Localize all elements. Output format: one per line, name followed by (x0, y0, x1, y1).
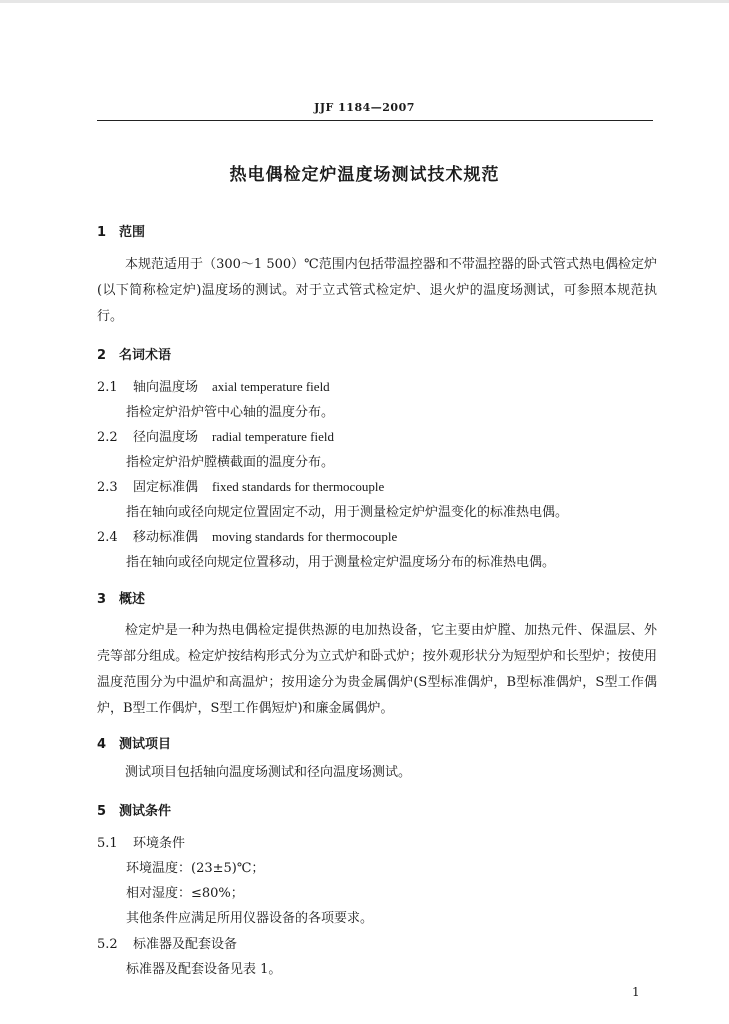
scan-top-edge (0, 0, 729, 3)
term-number: 2.3 (97, 480, 118, 495)
term-chinese: 移动标准偶 (133, 530, 199, 545)
section-number: 4 (97, 737, 107, 752)
equipment-line: 标准器及配套设备见表 1。 (126, 962, 282, 977)
section-title: 测试项目 (119, 737, 172, 752)
section-number: 5 (97, 804, 107, 819)
term-definition-2-2: 指检定炉沿炉膛横截面的温度分布。 (126, 455, 335, 470)
term-english: radial temperature field (212, 429, 335, 444)
section-title: 范围 (119, 225, 146, 240)
term-definition-2-4: 指在轴向或径向规定位置移动，用于测量检定炉温度场分布的标准热电偶。 (126, 555, 556, 570)
subsection-title: 标准器及配套设备 (133, 937, 238, 952)
term-item-2-2 (97, 426, 334, 445)
term-number: 2.2 (97, 430, 118, 445)
section-title: 概述 (119, 592, 146, 607)
page-number: 1 (632, 985, 640, 999)
subsection-title: 环境条件 (133, 836, 186, 851)
term-chinese: 轴向温度场 (133, 380, 199, 395)
section-3-heading (97, 588, 145, 607)
term-chinese: 径向温度场 (133, 430, 199, 445)
section-2-heading (97, 344, 171, 363)
section-title: 测试条件 (119, 804, 172, 819)
subsection-5-2 (97, 933, 237, 952)
condition-line: 环境温度：(23±5)℃； (126, 861, 265, 876)
document-title: 热电偶检定炉温度场测试技术规范 (229, 165, 500, 185)
section-4-heading (97, 733, 171, 752)
header-rule (97, 120, 653, 121)
term-item-2-1 (97, 376, 330, 395)
term-chinese: 固定标准偶 (133, 480, 199, 495)
section-5-heading (97, 800, 171, 819)
term-english: fixed standards for thermocouple (212, 479, 385, 494)
subsection-5-1 (97, 832, 185, 851)
section-number: 1 (97, 225, 107, 240)
standard-code-header: JJF 1184—2007 (314, 101, 415, 114)
term-number: 2.1 (97, 380, 118, 395)
section-number: 2 (97, 348, 107, 363)
condition-line: 相对湿度：≤80%； (126, 886, 244, 901)
term-definition-2-1: 指检定炉沿炉管中心轴的温度分布。 (126, 405, 335, 420)
section-number: 3 (97, 592, 107, 607)
term-definition-2-3: 指在轴向或径向规定位置固定不动，用于测量检定炉炉温变化的标准热电偶。 (126, 505, 569, 520)
subsection-number: 5.2 (97, 937, 118, 952)
condition-line: 其他条件应满足所用仪器设备的各项要求。 (126, 911, 374, 926)
term-english: moving standards for thermocouple (212, 529, 398, 544)
term-item-2-3 (97, 476, 384, 495)
term-english: axial temperature field (212, 379, 330, 394)
term-item-2-4 (97, 526, 397, 545)
term-number: 2.4 (97, 530, 118, 545)
section-title: 名词术语 (119, 348, 172, 363)
subsection-number: 5.1 (97, 836, 118, 851)
section-1-heading (97, 221, 145, 240)
section-4-paragraph: 测试项目包括轴向温度场测试和径向温度场测试。 (125, 765, 412, 780)
section-3-paragraph: 检定炉是一种为热电偶检定提供热源的电加热设备，它主要由炉膛、加热元件、保温层、外壳等部分组成。检定炉按结构形式分为立式炉和卧式炉；按外观形状分为短型炉和长型炉；按使用温度范围分为中温炉和高温炉；按用途分为贵金属偶炉(S型标准偶炉，B型标准偶炉，S型工作偶炉，B型工作偶炉，S型工作偶短炉)和廉金属偶炉。 (97, 623, 657, 716)
section-1-paragraph: 本规范适用于（300～1 500）℃范围内包括带温控器和不带温控器的卧式管式热电偶检定炉(以下简称检定炉)温度场的测试。对于立式管式检定炉、退火炉的温度场测试，可参照本规范执行。 (97, 257, 657, 324)
